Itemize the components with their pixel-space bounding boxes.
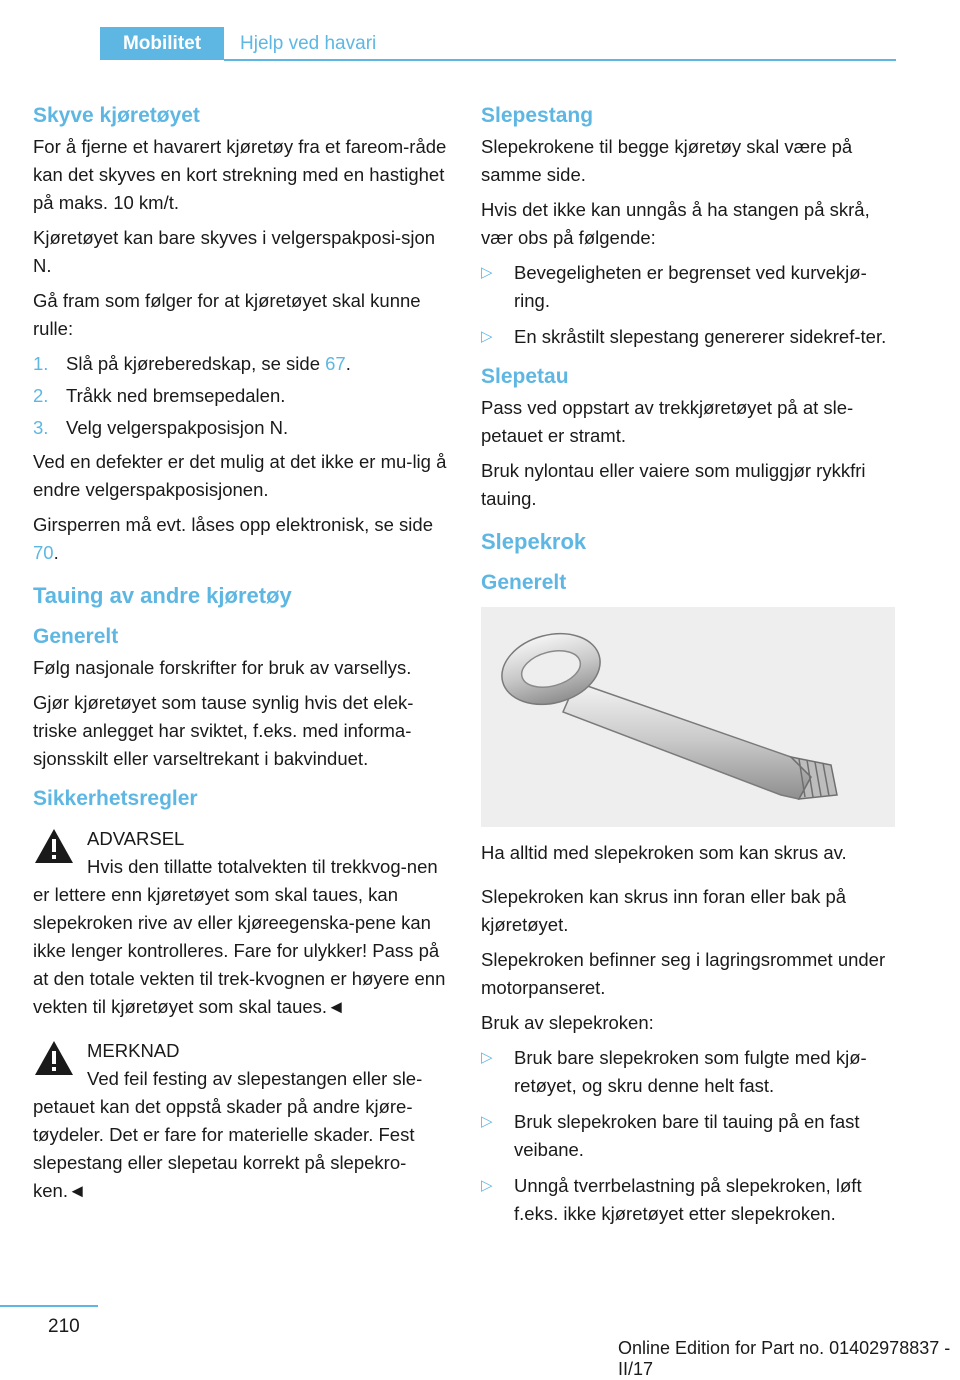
paragraph: Slepekroken kan skrus inn foran eller bak på kjøretøyet. — [481, 886, 847, 935]
paragraph: Bruk nylontau eller vaiere som muliggjør rykkfri tauing. — [481, 460, 866, 509]
notice-triangle-icon — [33, 1039, 75, 1077]
steps-list — [33, 350, 449, 442]
paragraph: For å fjerne et havarert kjøretøy fra et fareom-råde kan det skyves en kort strekning med en hastighet på maks. 10 km/t. — [33, 136, 447, 213]
left-column — [33, 100, 449, 1221]
step-number: 2. — [33, 385, 49, 406]
heading-skyve: Skyve kjøretøyet — [33, 104, 200, 127]
step-end: . — [345, 353, 351, 374]
warning-block — [33, 825, 449, 1021]
paragraph: Hvis det ikke kan unngås å ha stangen på skrå, vær obs på følgende: — [481, 199, 870, 248]
page-number: 210 — [48, 1316, 80, 1337]
list-item-text: Bevegeligheten er begrenset ved kurvekjø-ring. — [514, 262, 867, 311]
heading-slepestang: Slepestang — [481, 104, 594, 127]
footer-rule — [0, 1305, 98, 1307]
paragraph-end: . — [53, 542, 59, 563]
step-item — [33, 350, 449, 378]
section-label[interactable]: Hjelp ved havari — [240, 32, 377, 54]
figure-caption: Ha alltid med slepekroken som kan skrus av. — [481, 842, 847, 863]
paragraph: Kjøretøyet kan bare skyves i velgerspakposi-sjon N. — [33, 227, 436, 276]
list-item-text: Bruk slepekroken bare til tauing på en fast veibane. — [514, 1111, 860, 1160]
bullet-list — [481, 259, 897, 351]
edition-text: Online Edition for Part no. 01402978837 - II/17 — [618, 1338, 951, 1379]
notice-block — [33, 1037, 449, 1205]
heading-generelt-right: Generelt — [481, 571, 567, 594]
bullet-triangle-icon: ▷ — [481, 1177, 493, 1194]
right-column — [481, 100, 897, 1236]
heading-slepekrok: Slepekrok — [481, 529, 587, 554]
paragraph: Gå fram som følger for at kjøretøyet skal kunne rulle: — [33, 290, 421, 339]
list-item — [481, 323, 897, 351]
list-item — [481, 1172, 897, 1228]
bullet-triangle-icon: ▷ — [481, 328, 493, 345]
list-item-text: Bruk bare slepekroken som fulgte med kjø-retøyet, og skru denne helt fast. — [514, 1047, 867, 1096]
step-item — [33, 414, 449, 442]
notice-title: MERKNAD — [87, 1040, 180, 1061]
list-item-text: En skråstilt slepestang genererer sidekref-ter. — [514, 326, 887, 347]
heading-slepetau: Slepetau — [481, 365, 569, 388]
header-rule — [224, 59, 896, 61]
step-number: 3. — [33, 417, 49, 438]
paragraph: Slepekrokene til begge kjøretøy skal være på samme side. — [481, 136, 853, 185]
step-text: Tråkk ned bremsepedalen. — [66, 385, 286, 406]
paragraph: Pass ved oppstart av trekkjøretøyet på at sle-petauet er stramt. — [481, 397, 854, 446]
heading-sikkerhet: Sikkerhetsregler — [33, 787, 198, 810]
bullet-triangle-icon: ▷ — [481, 1113, 493, 1130]
paragraph: Følg nasjonale forskrifter for bruk av varsellys. — [33, 657, 412, 678]
paragraph-text: Girsperren må evt. låses opp elektronisk, se side — [33, 514, 433, 535]
step-item — [33, 382, 449, 410]
bullet-list — [481, 1044, 897, 1228]
chapter-tab[interactable]: Mobilitet — [100, 27, 224, 60]
heading-generelt: Generelt — [33, 625, 119, 648]
page-link-70[interactable]: 70 — [33, 542, 54, 563]
warning-text: Hvis den tillatte totalvekten til trekkvog-nen er lettere enn kjøretøyet som skal taues, kan slepekroken rive av eller kjøreegenska-pene kan ikke lenger kontrolleres. Fare for ulykker! Pass på at den totale vekten til trek-kvognen er høyere enn vekten til kjøretøyet som skal taues.◄ — [33, 856, 446, 1017]
warning-triangle-icon — [33, 827, 75, 865]
tow-hook-figure — [481, 607, 895, 827]
paragraph: Slepekroken befinner seg i lagringsrommet under motorpanseret. — [481, 949, 886, 998]
step-text: Slå på kjøreberedskap, se side — [66, 353, 326, 374]
step-text: Velg velgerspakposisjon N. — [66, 417, 289, 438]
paragraph: Ved en defekter er det mulig at det ikke er mu-lig å endre velgerspakposisjonen. — [33, 451, 447, 500]
list-item — [481, 1108, 897, 1164]
list-item — [481, 1044, 897, 1100]
bullet-triangle-icon: ▷ — [481, 264, 493, 281]
step-number: 1. — [33, 353, 49, 374]
bullet-triangle-icon: ▷ — [481, 1049, 493, 1066]
paragraph: Bruk av slepekroken: — [481, 1012, 654, 1033]
list-item — [481, 259, 897, 315]
page-header — [0, 0, 960, 62]
tow-hook-illustration — [481, 607, 895, 827]
notice-text: Ved feil festing av slepestangen eller sle-petauet kan det oppstå skader på andre kjøre-tøydeler. Det er fare for materielle skader. Fest slepestang eller slepetau korrekt på slepekro-ken.◄ — [33, 1068, 423, 1201]
paragraph-girsperren — [33, 511, 449, 567]
heading-tauing: Tauing av andre kjøretøy — [33, 583, 292, 608]
list-item-text: Unngå tverrbelastning på slepekroken, løft f.eks. ikke kjøretøyet etter slepekroken. — [514, 1175, 862, 1224]
page-link-67[interactable]: 67 — [325, 353, 346, 374]
warning-title: ADVARSEL — [87, 828, 185, 849]
paragraph: Gjør kjøretøyet som tause synlig hvis det elek-triske anlegget har sviktet, f.eks. med informa-sjonsskilt eller varseltrekant i bakvinduet. — [33, 692, 414, 769]
